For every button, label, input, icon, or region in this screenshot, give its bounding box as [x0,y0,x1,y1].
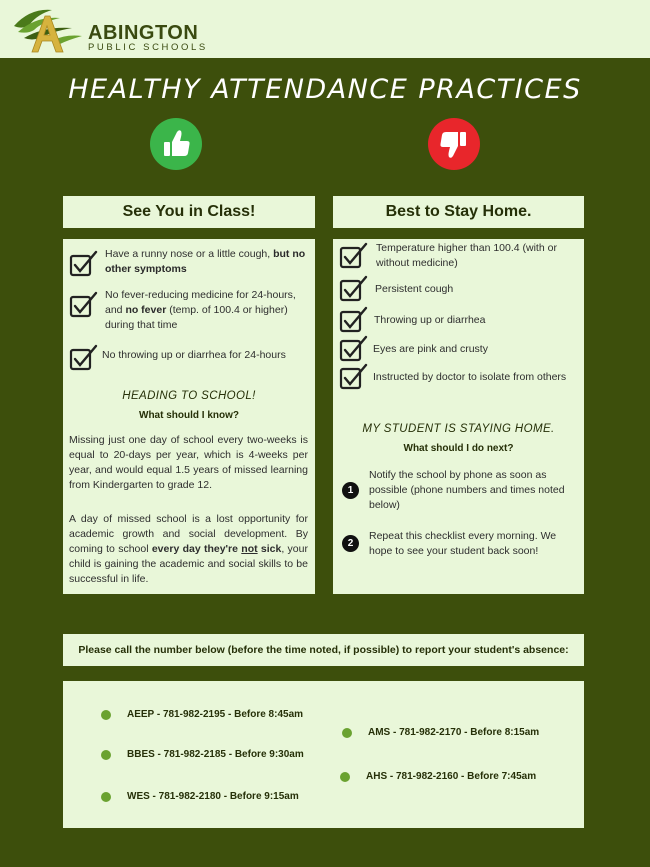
checkbox-check-icon [69,291,99,319]
best-to-stay-home-heading: Best to Stay Home. [333,196,584,228]
contact-aeep: AEEP - 781-982-2195 - Before 8:45am [127,709,304,720]
bullet-dot [342,728,352,738]
missed-opportunity-paragraph: A day of missed school is a lost opportunity for academic growth and social development. By coming to school every day they're not sick, your child is gaining the academic and social skills to be successful in life. [69,513,308,585]
bullet-dot [101,710,111,720]
call-instructions-bar: Please call the number below (before the time noted, if possible) to report your student's absence: [63,634,584,666]
checkbox-check-icon [339,275,369,303]
list-item: Throwing up or diarrhea [374,314,486,326]
right-panel [333,239,584,594]
contact-bbes: BBES - 781-982-2185 - Before 9:30am [127,749,304,760]
contacts-panel [63,681,584,828]
checkbox-check-icon [339,335,369,363]
brand-subtitle: PUBLIC SCHOOLS [88,42,208,53]
step-text: Notify the school by phone as soon as possible (phone numbers and times noted below) [369,469,565,511]
list-item: Persistent cough [375,283,454,295]
heading-to-school-subheading: HEADING TO SCHOOL! [122,390,256,402]
contact-ahs: AHS - 781-982-2160 - Before 7:45am [366,771,537,782]
abington-a-logo-icon [10,4,84,54]
missed-days-paragraph: Missing just one day of school every two-weeks is equal to 20-days per year, which is 4-weeks per year, and would equal 1.5 years of missed learning from Kindergarten to grade 12. [69,434,308,491]
bullet-dot [340,772,350,782]
step-text: Repeat this checklist every morning. We hope to see your student back soon! [369,530,557,557]
list-item: No fever-reducing medicine for 24-hours, and no fever (temp. of 100.4 or higher) during that time [105,289,296,331]
thumbs-down-icon [428,118,480,170]
page-title: HEALTHY ATTENDANCE PRACTICES [68,74,582,105]
bullet-dot [101,792,111,802]
step-number-badge: 2 [342,535,359,552]
list-item: No throwing up or diarrhea for 24-hours [102,349,286,361]
see-you-in-class-heading: See You in Class! [63,196,315,228]
left-panel [63,239,315,594]
header-bar [0,0,650,58]
bullet-dot [101,750,111,760]
list-item: Instructed by doctor to isolate from others [373,371,567,383]
checkbox-check-icon [339,363,369,391]
checkbox-check-icon [69,344,99,372]
thumbs-up-icon [150,118,202,170]
what-should-i-do-question: What should I do next? [403,443,514,454]
contact-wes: WES - 781-982-2180 - Before 9:15am [127,791,299,802]
list-item: Temperature higher than 100.4 (with or without medicine) [376,242,557,269]
list-item: Have a runny nose or a little cough, but no other symptoms [105,248,306,275]
checkbox-check-icon [339,306,369,334]
checkbox-check-icon [69,250,99,278]
what-should-i-know-question: What should I know? [139,410,239,421]
brand-name: ABINGTON [88,22,199,44]
list-item: Eyes are pink and crusty [373,343,488,355]
step-number-badge: 1 [342,482,359,499]
contact-ams: AMS - 781-982-2170 - Before 8:15am [368,727,540,738]
staying-home-subheading: MY STUDENT IS STAYING HOME. [362,423,555,435]
checkbox-check-icon [339,242,369,270]
